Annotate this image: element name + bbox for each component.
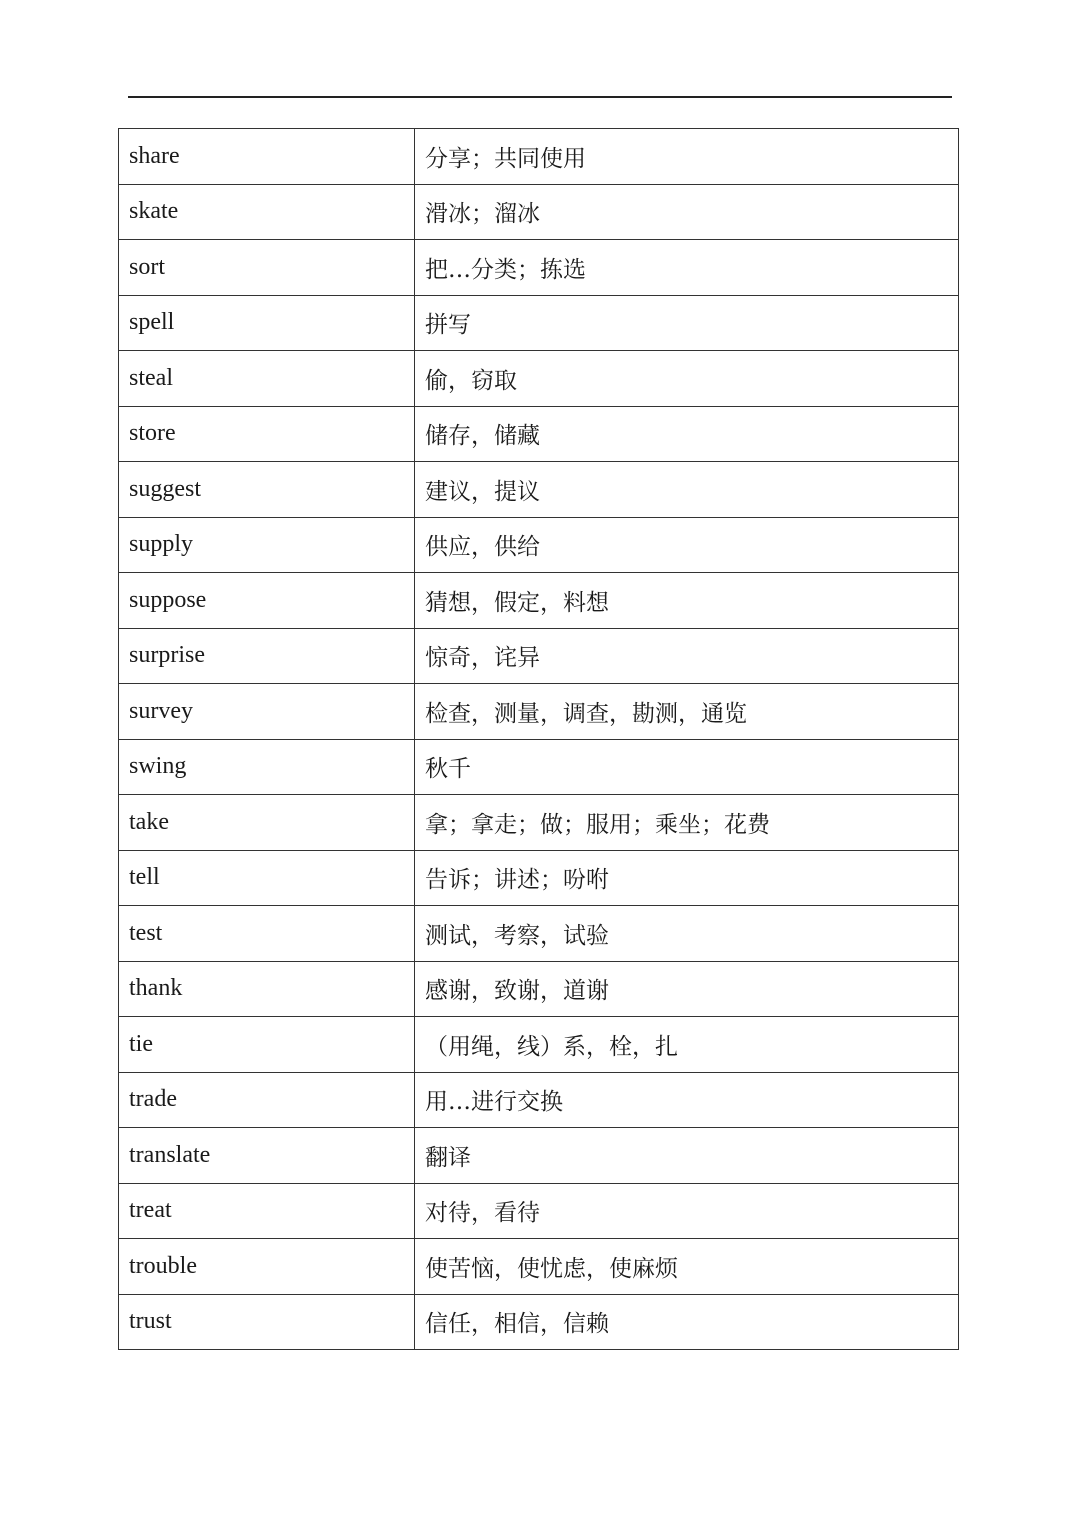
word-cell: test <box>119 906 415 962</box>
word-cell: tie <box>119 1017 415 1073</box>
table-row <box>119 1183 959 1239</box>
meaning-cell: 把…分类；拣选 <box>415 240 959 296</box>
word-cell: store <box>119 406 415 462</box>
meaning-cell: 拿；拿走；做；服用；乘坐；花费 <box>415 795 959 851</box>
table-row <box>119 628 959 684</box>
word-cell: skate <box>119 184 415 240</box>
table-row <box>119 850 959 906</box>
table-row <box>119 961 959 1017</box>
meaning-cell: 检查，测量，调查，勘测，通览 <box>415 684 959 740</box>
table-row <box>119 795 959 851</box>
word-cell: tell <box>119 850 415 906</box>
meaning-cell: 建议，提议 <box>415 462 959 518</box>
table-row <box>119 184 959 240</box>
vocabulary-table-body <box>119 129 959 1350</box>
meaning-cell: 供应，供给 <box>415 517 959 573</box>
meaning-cell: 用…进行交换 <box>415 1072 959 1128</box>
meaning-cell: 翻译 <box>415 1128 959 1184</box>
table-row <box>119 295 959 351</box>
table-row <box>119 1017 959 1073</box>
word-cell: treat <box>119 1183 415 1239</box>
meaning-cell: 滑冰；溜冰 <box>415 184 959 240</box>
word-cell: suggest <box>119 462 415 518</box>
table-row <box>119 517 959 573</box>
word-cell: suppose <box>119 573 415 629</box>
meaning-cell: 使苦恼，使忧虑，使麻烦 <box>415 1239 959 1295</box>
word-cell: translate <box>119 1128 415 1184</box>
word-cell: survey <box>119 684 415 740</box>
table-row <box>119 739 959 795</box>
word-cell: surprise <box>119 628 415 684</box>
meaning-cell: 偷，窃取 <box>415 351 959 407</box>
word-cell: thank <box>119 961 415 1017</box>
table-row <box>119 1072 959 1128</box>
meaning-cell: 信任，相信，信赖 <box>415 1294 959 1350</box>
table-row <box>119 573 959 629</box>
meaning-cell: 感谢，致谢，道谢 <box>415 961 959 1017</box>
word-cell: steal <box>119 351 415 407</box>
word-cell: spell <box>119 295 415 351</box>
table-row <box>119 351 959 407</box>
word-cell: take <box>119 795 415 851</box>
meaning-cell: 拼写 <box>415 295 959 351</box>
table-row <box>119 1294 959 1350</box>
word-cell: sort <box>119 240 415 296</box>
meaning-cell: 猜想，假定，料想 <box>415 573 959 629</box>
word-cell: trade <box>119 1072 415 1128</box>
word-cell: trust <box>119 1294 415 1350</box>
meaning-cell: 惊奇，诧异 <box>415 628 959 684</box>
meaning-cell: 分享；共同使用 <box>415 129 959 185</box>
meaning-cell: 储存，储藏 <box>415 406 959 462</box>
word-cell: share <box>119 129 415 185</box>
table-row <box>119 1239 959 1295</box>
table-row <box>119 684 959 740</box>
meaning-cell: 秋千 <box>415 739 959 795</box>
meaning-cell: 测试，考察，试验 <box>415 906 959 962</box>
meaning-cell: 对待，看待 <box>415 1183 959 1239</box>
table-row <box>119 406 959 462</box>
table-row <box>119 906 959 962</box>
meaning-cell: 告诉；讲述；吩咐 <box>415 850 959 906</box>
table-row <box>119 129 959 185</box>
word-cell: swing <box>119 739 415 795</box>
word-cell: supply <box>119 517 415 573</box>
header-rule <box>128 96 952 98</box>
table-row <box>119 462 959 518</box>
word-cell: trouble <box>119 1239 415 1295</box>
vocabulary-table <box>118 128 959 1350</box>
table-row <box>119 240 959 296</box>
table-row <box>119 1128 959 1184</box>
meaning-cell: （用绳，线）系，栓，扎 <box>415 1017 959 1073</box>
